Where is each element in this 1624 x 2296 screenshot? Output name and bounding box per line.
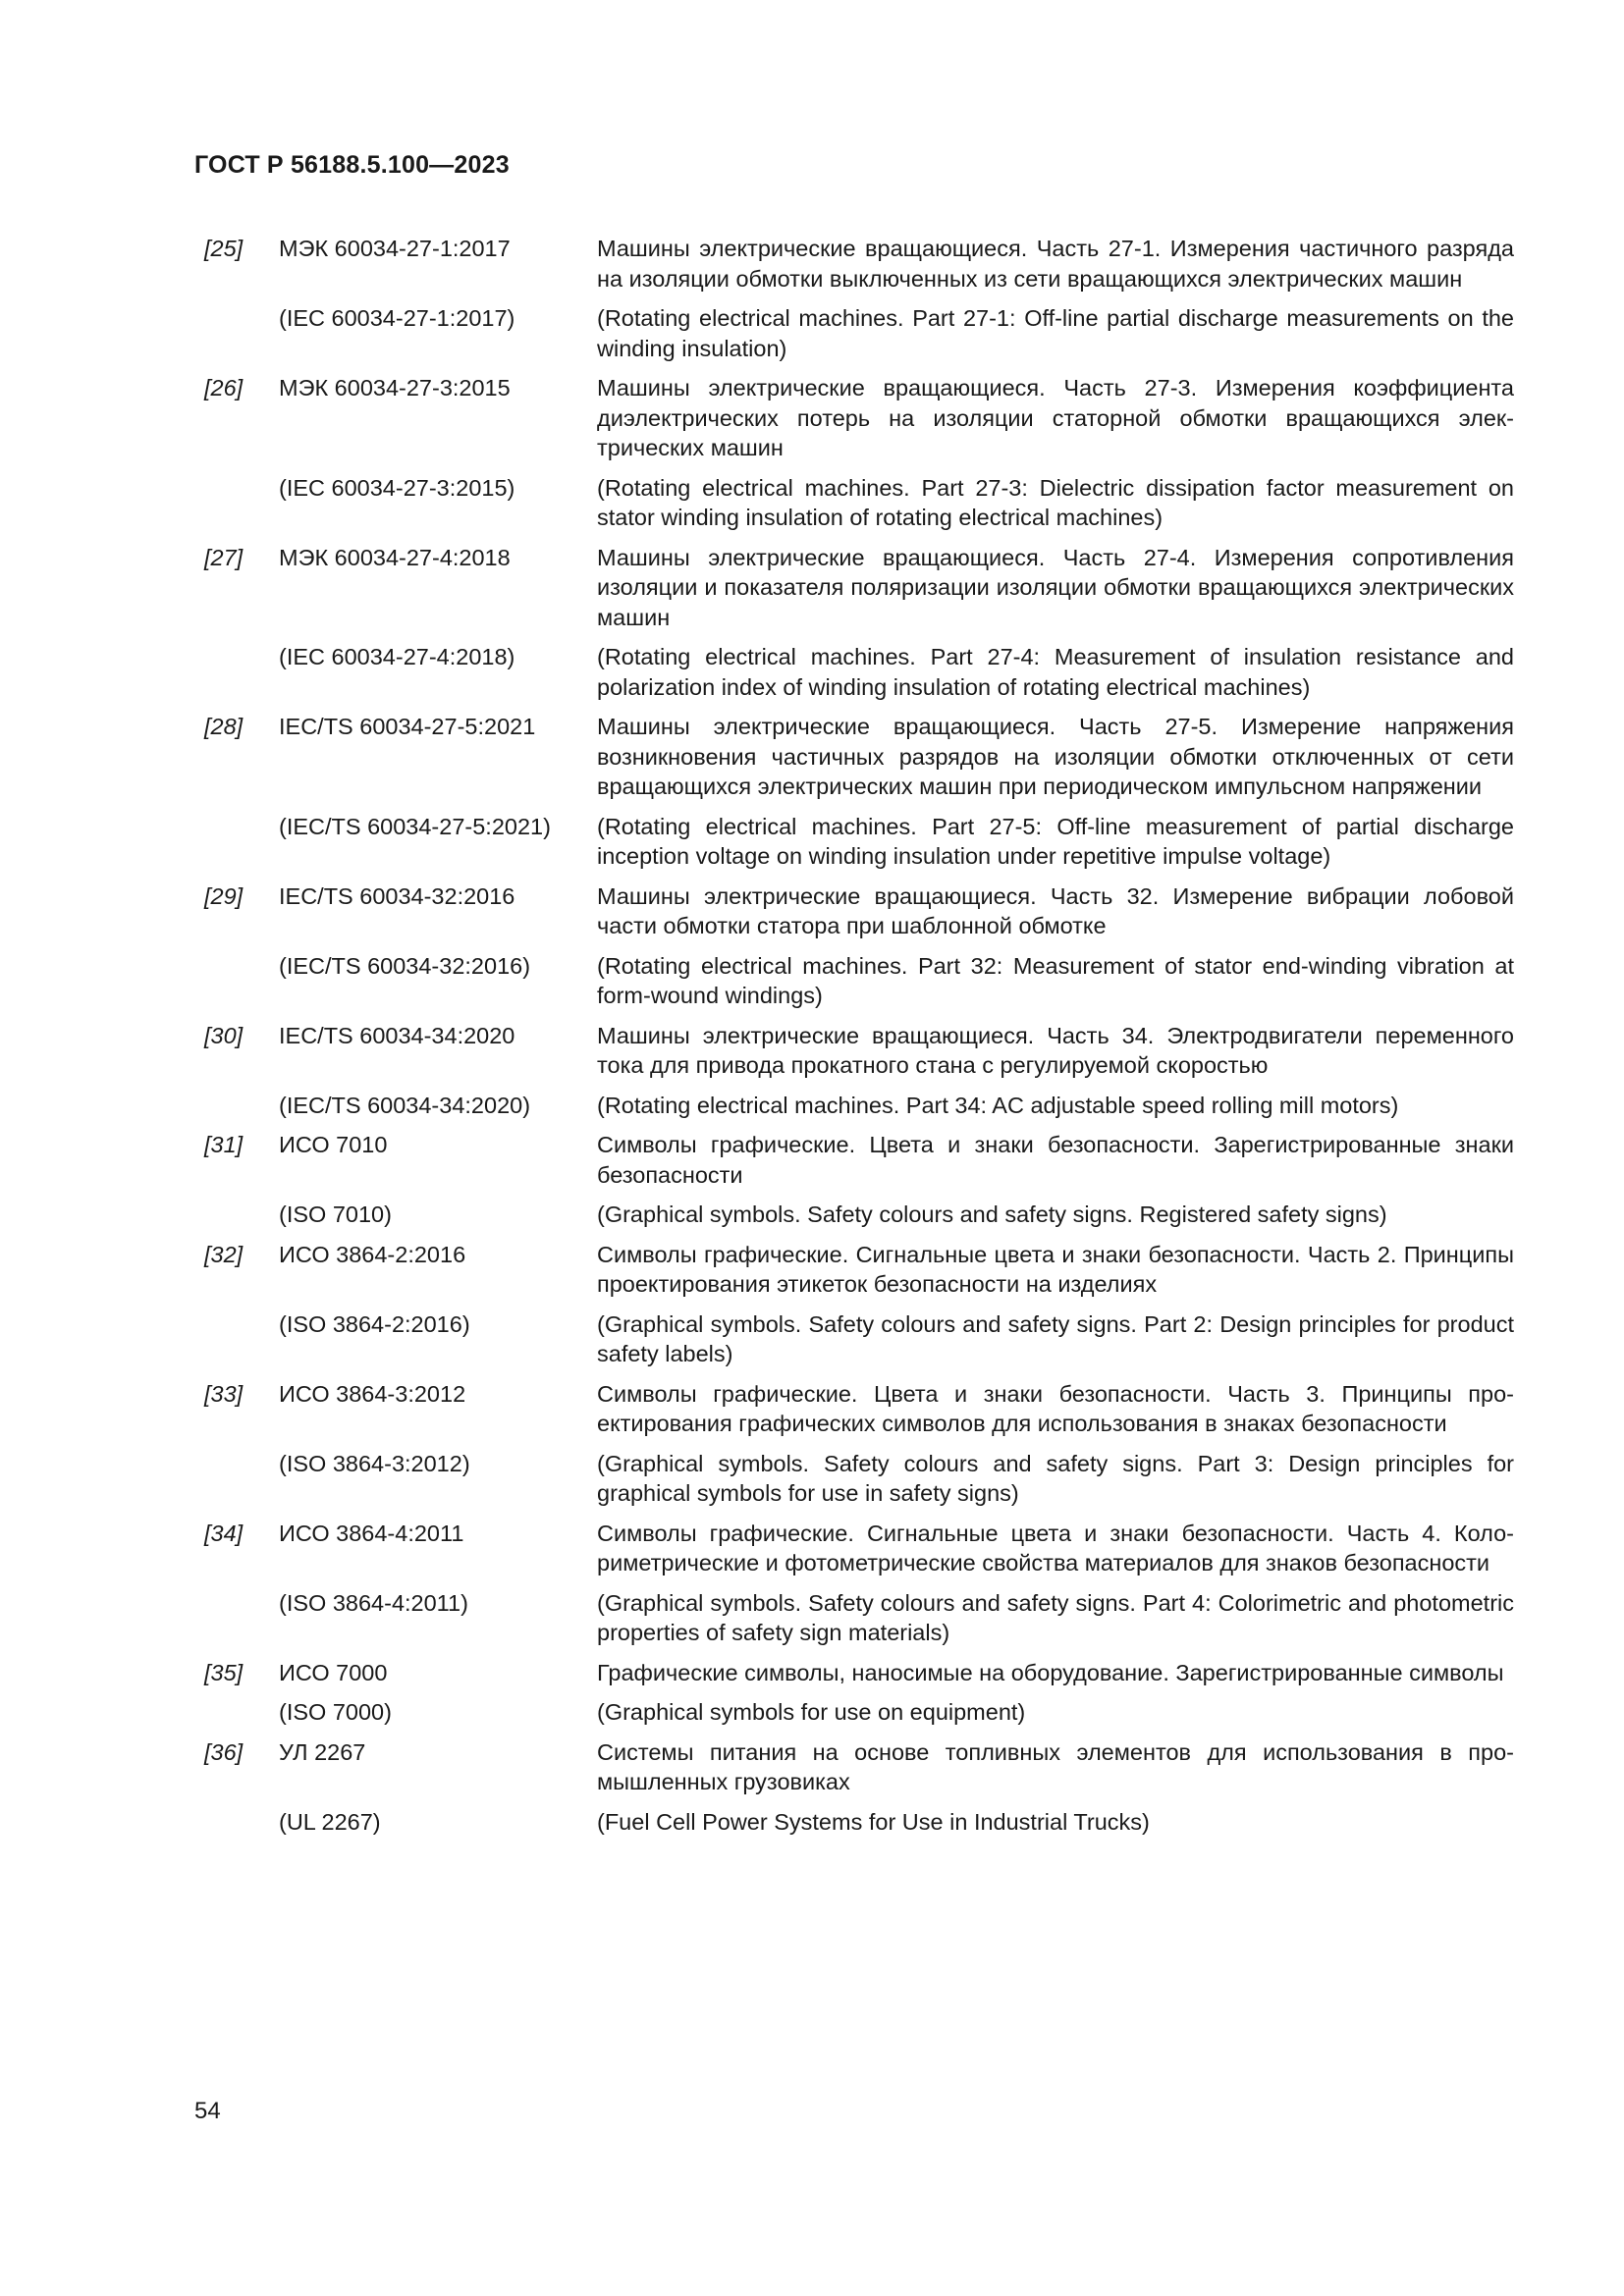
entry-original-title: (Graphical symbols. Safety colours and safety signs. Part 3: Design principles for graphical symbols for use in safety signs) <box>597 1450 1514 1506</box>
entry-title: Символы графические. Цвета и знаки безопасности. Часть 3. Принципы проектирования графических символов для использования в знаках безопасности <box>597 1380 1514 1436</box>
entry-original-code: (ISO 3864-4:2011) <box>279 1589 468 1616</box>
entry-original-code: (IEC/TS 60034-34:2020) <box>279 1092 531 1118</box>
entry-code: IEC/TS 60034-27-5:2021 <box>279 714 536 739</box>
entry-original-title: (Graphical symbols for use on equipment) <box>597 1699 1026 1725</box>
entry-code: ИСО 3864-3:2012 <box>279 1380 466 1407</box>
document-header: ГОСТ Р 56188.5.100—2023 <box>194 151 510 179</box>
entry-original-title: (Fuel Cell Power Systems for Use in Industrial Trucks) <box>597 1808 1150 1835</box>
entry-number: [30] <box>204 1022 244 1048</box>
entry-code: ИСО 7000 <box>279 1659 388 1685</box>
bibliography-list <box>194 234 1514 1837</box>
entry-code: IEC/TS 60034-34:2020 <box>279 1022 515 1048</box>
entry-number: [35] <box>204 1659 244 1685</box>
bibliography-entry <box>194 1519 1514 1578</box>
entry-code: ИСО 3864-4:2011 <box>279 1520 464 1546</box>
entry-code: МЭК 60034-27-4:2018 <box>279 544 511 570</box>
entry-original-code: (ISO 7000) <box>279 1699 392 1725</box>
entry-original-title: (Graphical symbols. Safety colours and safety signs. Part 4: Colorimetric and photometric properties of safety sign materials) <box>597 1589 1514 1645</box>
bibliography-entry <box>194 1130 1514 1190</box>
entry-original-title: (Rotating electrical machines. Part 27-5: Off-line measurement of partial discharge inception voltage on winding insulation under repetitive impulse voltage) <box>597 813 1514 869</box>
entry-original-title: (Rotating electrical machines. Part 27-1: Off-line partial discharge measurements on the winding insulation) <box>597 305 1514 361</box>
bibliography-entry-original <box>194 1091 1514 1121</box>
entry-original-title: (Graphical symbols. Safety colours and safety signs. Part 2: Design principles for product safety labels) <box>597 1310 1514 1366</box>
bibliography-entry <box>194 1021 1514 1081</box>
bibliography-entry-original <box>194 1309 1514 1369</box>
bibliography-entry <box>194 1240 1514 1300</box>
entry-original-code: (IEC/TS 60034-32:2016) <box>279 952 531 979</box>
entry-title: Машины электрические вращающиеся. Часть 27-1. Измерения частичного разряда на изоляции обмотки выключенных из сети вращающихся электрических машин <box>597 236 1514 292</box>
entry-original-code: (ISO 3864-3:2012) <box>279 1450 470 1476</box>
entry-number: [34] <box>204 1520 244 1546</box>
entry-original-title: (Rotating electrical machines. Part 32: Measurement of stator end-winding vibration at form-wound windings) <box>597 952 1514 1008</box>
entry-title: Символы графические. Цвета и знаки безопасности. Зарегистрированные знаки безопасности <box>597 1132 1514 1188</box>
entry-number: [28] <box>204 714 244 739</box>
bibliography-entry-original <box>194 303 1514 363</box>
entry-number: [29] <box>204 882 244 909</box>
bibliography-entry <box>194 1737 1514 1797</box>
entry-title: Машины электрические вращающиеся. Часть 27-4. Измерения сопротивления изоляции и показателя поляризации изоляции обмотки вращающихся электрических машин <box>597 544 1514 630</box>
entry-original-title: (Rotating electrical machines. Part 27-4: Measurement of insulation resistance and polarization index of winding insulation of rotating electrical machines) <box>597 644 1514 700</box>
entry-title: Системы питания на основе топливных элементов для использования в промышленных грузовиках <box>597 1738 1514 1794</box>
entry-number: [26] <box>204 375 244 400</box>
entry-original-code: (IEC 60034-27-1:2017) <box>279 305 515 331</box>
entry-original-code: (ISO 7010) <box>279 1201 392 1227</box>
entry-number: [25] <box>204 236 244 261</box>
bibliography-entry <box>194 1379 1514 1439</box>
bibliography-entry-original <box>194 1200 1514 1230</box>
bibliography-entry <box>194 234 1514 294</box>
bibliography-entry-original <box>194 1697 1514 1728</box>
entry-title: Графические символы, наносимые на оборудование. Зарегистрированные символы <box>597 1659 1504 1685</box>
page-number: 54 <box>194 2098 221 2124</box>
entry-original-code: (IEC/TS 60034-27-5:2021) <box>279 813 551 839</box>
entry-title: Машины электрические вращающиеся. Часть 32. Измерение вибрации лобовой части обмотки статора при шаблонной обмотке <box>597 882 1514 938</box>
entry-code: ИСО 3864-2:2016 <box>279 1241 466 1267</box>
entry-title: Машины электрические вращающиеся. Часть 27-5. Измерение напряжения возникновения частичных разрядов на изоляции обмотки отключенных от сети вращающихся электрических машин при периодическом импульсном напряжении <box>597 714 1514 799</box>
bibliography-entry <box>194 373 1514 463</box>
bibliography-entry <box>194 1658 1514 1688</box>
entry-title: Машины электрические вращающиеся. Часть 27-3. Измерения коэффициента диэлектрических потерь на изоляции статорной обмотки вращающихся электрических машин <box>597 375 1514 460</box>
bibliography-entry <box>194 881 1514 941</box>
entry-original-code: (IEC 60034-27-4:2018) <box>279 644 515 669</box>
entry-title: Символы графические. Сигнальные цвета и знаки безопасности. Часть 4. Колориметрические и фотометрические свойства материалов для знаков безопасности <box>597 1520 1514 1575</box>
entry-code: ИСО 7010 <box>279 1132 388 1157</box>
entry-original-title: (Graphical symbols. Safety colours and safety signs. Registered safety signs) <box>597 1201 1387 1227</box>
bibliography-entry-original <box>194 642 1514 702</box>
entry-original-code: (UL 2267) <box>279 1808 381 1835</box>
entry-original-title: (Rotating electrical machines. Part 27-3: Dielectric dissipation factor measurement on stator winding insulation of rotating electrical machines) <box>597 474 1514 530</box>
bibliography-entry <box>194 712 1514 802</box>
bibliography-entry-original <box>194 812 1514 872</box>
entry-original-title: (Rotating electrical machines. Part 34: AC adjustable speed rolling mill motors) <box>597 1092 1399 1118</box>
entry-number: [32] <box>204 1241 244 1267</box>
bibliography-entry-original <box>194 1449 1514 1509</box>
bibliography-entry-original <box>194 951 1514 1011</box>
entry-code: IEC/TS 60034-32:2016 <box>279 882 515 909</box>
entry-number: [33] <box>204 1380 244 1407</box>
bibliography-entry <box>194 543 1514 633</box>
entry-title: Символы графические. Сигнальные цвета и знаки безопасности. Часть 2. Принципы проектирования этикеток безопасности на изделиях <box>597 1241 1514 1297</box>
entry-number: [31] <box>204 1132 244 1157</box>
entry-code: МЭК 60034-27-1:2017 <box>279 236 511 261</box>
entry-title: Машины электрические вращающиеся. Часть 34. Электродвигатели переменного тока для привода прокатного стана с регулируемой скоростью <box>597 1022 1514 1078</box>
entry-original-code: (ISO 3864-2:2016) <box>279 1310 470 1337</box>
entry-number: [36] <box>204 1738 244 1765</box>
bibliography-entry-original <box>194 473 1514 533</box>
bibliography-entry-original <box>194 1807 1514 1838</box>
entry-original-code: (IEC 60034-27-3:2015) <box>279 474 515 501</box>
entry-number: [27] <box>204 544 244 570</box>
entry-code: УЛ 2267 <box>279 1738 366 1765</box>
bibliography-entry-original <box>194 1588 1514 1648</box>
entry-code: МЭК 60034-27-3:2015 <box>279 375 511 400</box>
